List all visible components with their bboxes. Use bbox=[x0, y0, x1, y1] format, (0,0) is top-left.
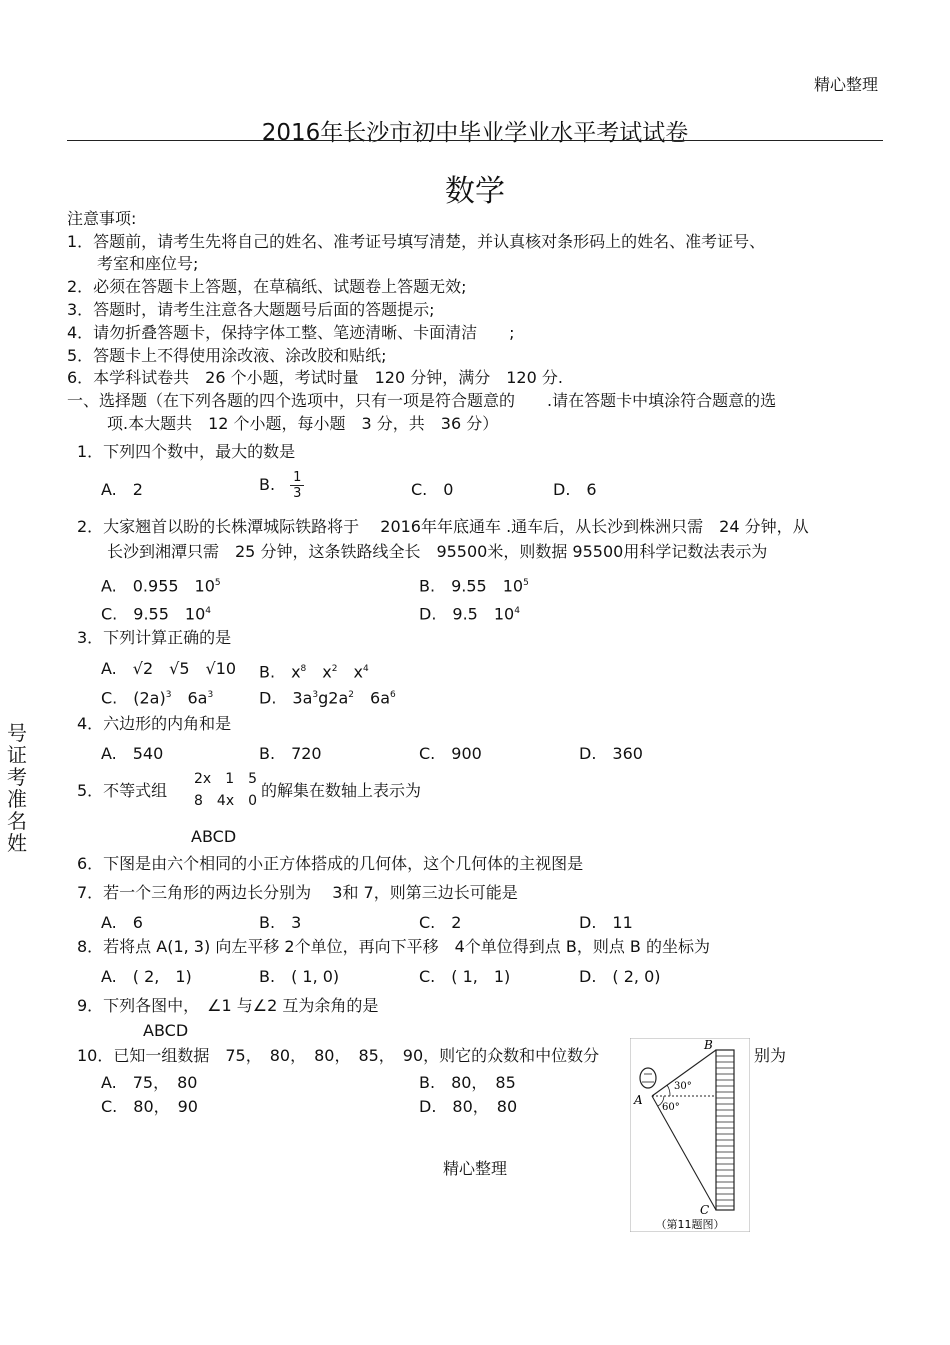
q4-option-c: C. 900 bbox=[419, 744, 482, 763]
q1-fraction bbox=[290, 470, 304, 501]
point-b-label: B bbox=[704, 1038, 713, 1052]
question-11-figure bbox=[630, 1038, 750, 1232]
q7-stem: 7．若一个三角形的两边长分别为 3和 7，则第三边长可能是 bbox=[77, 883, 518, 902]
fraction-numerator: 1 bbox=[290, 470, 304, 486]
q1-option-b-label: B. bbox=[259, 475, 276, 494]
figure-caption: （第11题图） bbox=[655, 1218, 725, 1231]
q2-option-d: D. 9.5 $10^4$ bbox=[419, 604, 520, 624]
binding-margin-text: 号证考准名姓 bbox=[7, 721, 27, 855]
q2-option-b: B. 9.55 $10^5$ bbox=[419, 576, 529, 596]
page-title: 2016年长沙市初中毕业学业水平考试试卷 bbox=[261, 120, 689, 146]
q6-stem: 6．下图是由六个相同的小正方体搭成的几何体，这个几何体的主视图是 bbox=[77, 854, 584, 873]
q3-option-d: D. $3a^3g2a^2$ $6a^6$ bbox=[259, 688, 396, 708]
q2-stem-2: 长沙到湘潭只需 25 分钟，这条铁路线全长 95500米，则数据 95500用科学记数法表示为 bbox=[107, 542, 768, 561]
q10-option-a: A. 75， 80 bbox=[101, 1073, 198, 1092]
notes-heading: 注意事项: bbox=[67, 209, 137, 228]
q8-option-b: B. ( 1, 0) bbox=[259, 967, 340, 986]
q10-stem-tail: 别为 bbox=[754, 1046, 787, 1065]
q9-choices: ABCD bbox=[143, 1021, 189, 1040]
point-a-label: A bbox=[634, 1093, 643, 1107]
q10-stem: 10．已知一组数据 75， 80， 80， 85， 90，则它的众数和中位数分 bbox=[77, 1046, 600, 1065]
q1-stem: 1．下列四个数中，最大的数是 bbox=[77, 442, 296, 461]
q5-stem-tail: 的解集在数轴上表示为 bbox=[261, 781, 422, 800]
binding-margin-label bbox=[6, 722, 28, 854]
q1-option-a: A. 2 bbox=[101, 480, 143, 499]
q5-system bbox=[194, 768, 257, 812]
q2-option-a: A. 0.955 $10^5$ bbox=[101, 576, 221, 596]
q5-choices: ABCD bbox=[191, 827, 237, 846]
q8-option-d: D. ( 2, 0) bbox=[579, 967, 661, 986]
q5-stem: 5．不等式组 bbox=[77, 781, 168, 800]
note-5: 5．答题卡上不得使用涂改液、涂改胶和贴纸; bbox=[67, 346, 387, 365]
q9-stem: 9．下列各图中， ∠1 与∠2 互为余角的是 bbox=[77, 996, 379, 1015]
q2-option-c: C. 9.55 $10^4$ bbox=[101, 604, 211, 624]
q4-stem: 4．六边形的内角和是 bbox=[77, 714, 232, 733]
q8-stem: 8．若将点 A(1, 3) 向左平移 2个单位，再向下平移 4个单位得到点 B，则点 B 的坐标为 bbox=[77, 937, 710, 956]
footer-note: 精心整理 bbox=[442, 1159, 507, 1178]
q3-stem: 3．下列计算正确的是 bbox=[77, 628, 232, 647]
q4-option-a: A. 540 bbox=[101, 744, 164, 763]
note-1-cont: 考室和座位号; bbox=[97, 254, 199, 273]
note-4: 4．请勿折叠答题卡，保持字体工整、笔迹清晰、卡面清洁 ; bbox=[67, 323, 515, 342]
angle-arc-top bbox=[667, 1085, 670, 1096]
note-2: 2．必须在答题卡上答题，在草稿纸、试题卷上答题无效; bbox=[67, 277, 467, 296]
sightline-ac bbox=[652, 1096, 716, 1210]
inequality-1: 2x 1 5 bbox=[194, 771, 258, 787]
hot-air-balloon-icon bbox=[640, 1068, 656, 1088]
subject-title: 数学 bbox=[445, 174, 505, 209]
title-divider bbox=[67, 140, 883, 141]
inequality-2: 8 4x 0 bbox=[194, 793, 258, 809]
q4-option-b: B. 720 bbox=[259, 744, 322, 763]
section-heading: 一、选择题（在下列各题的四个选项中，只有一项是符合题意的 .请在答题卡中填涂符合题意的选 bbox=[67, 391, 777, 410]
q10-option-d: D. 80， 80 bbox=[419, 1097, 518, 1116]
header-note: 精心整理 bbox=[813, 75, 878, 94]
q8-option-a: A. ( 2, 1) bbox=[101, 967, 192, 986]
q3-option-c: C. $(2a)^3$ $6a^3$ bbox=[101, 688, 214, 708]
q3-option-a: A. √2 √5 √10 bbox=[101, 659, 237, 678]
q10-option-b: B. 80， 85 bbox=[419, 1073, 516, 1092]
note-1: 1．答题前，请考生先将自己的姓名、准考证号填写清楚，并认真核对条形码上的姓名、准考证号、 bbox=[67, 232, 766, 251]
q2-stem-1: 2．大家翘首以盼的长株潭城际铁路将于 2016年年底通车 .通车后，从长沙到株洲只需 24 分钟，从 bbox=[77, 517, 809, 536]
q10-option-c: C. 80， 90 bbox=[101, 1097, 198, 1116]
q7-option-c: C. 2 bbox=[419, 913, 462, 932]
q1-option-c: C. 0 bbox=[411, 480, 454, 499]
q7-option-d: D. 11 bbox=[579, 913, 633, 932]
note-6: 6．本学科试卷共 26 个小题，考试时量 120 分钟，满分 120 分. bbox=[67, 368, 563, 387]
point-c-label: C bbox=[700, 1203, 710, 1217]
angle-60-label: 60° bbox=[662, 1102, 680, 1113]
q7-option-b: B. 3 bbox=[259, 913, 302, 932]
q3-option-b: B. $x^8$ $x^2$ $x^4$ bbox=[259, 662, 369, 682]
q8-option-c: C. ( 1, 1) bbox=[419, 967, 511, 986]
q7-option-a: A. 6 bbox=[101, 913, 143, 932]
note-3: 3．答题时，请考生注意各大题题号后面的答题提示; bbox=[67, 300, 435, 319]
q1-option-b bbox=[259, 470, 304, 501]
building bbox=[716, 1050, 734, 1210]
angle-30-label: 30° bbox=[674, 1081, 692, 1092]
section-heading-cont: 项.本大题共 12 个小题，每小题 3 分，共 36 分） bbox=[107, 414, 499, 433]
q1-option-d: D. 6 bbox=[553, 480, 597, 499]
fraction-denominator: 3 bbox=[293, 486, 302, 501]
q4-option-d: D. 360 bbox=[579, 744, 643, 763]
